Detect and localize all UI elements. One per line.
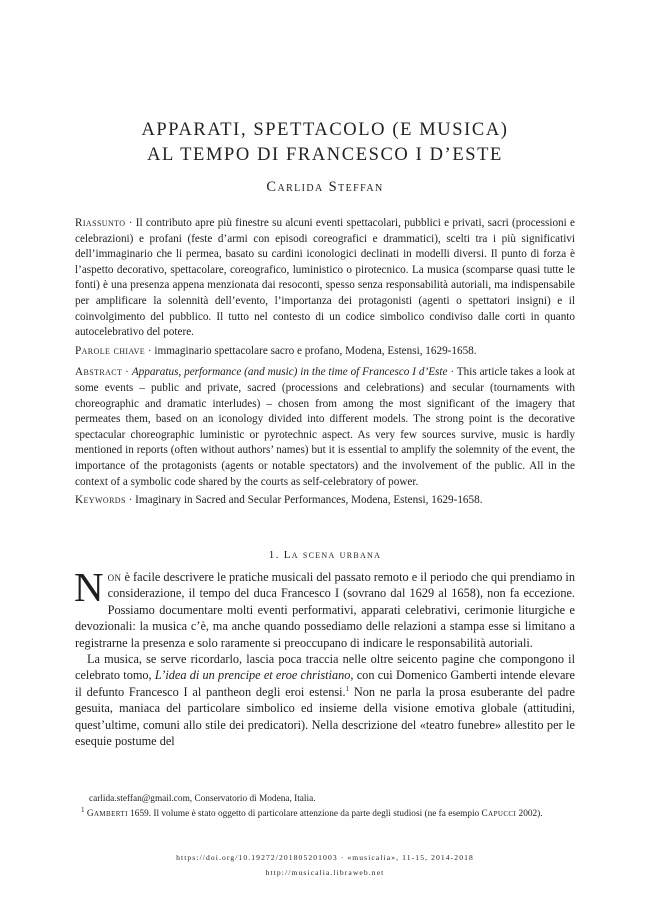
keywords-separator: · <box>125 494 136 507</box>
footnote-1-text-end: 2002). <box>516 809 543 819</box>
footnote-1-author: Gamberti <box>86 809 128 819</box>
abstract-label: Abstract <box>75 366 123 379</box>
keywords-paragraph <box>75 493 575 509</box>
parole-chiave-separator: · <box>145 344 155 357</box>
drop-cap: N <box>74 564 104 610</box>
riassunto-separator: · <box>125 217 136 229</box>
footer-url-line[interactable]: http://musicalia.libraweb.net <box>265 868 385 877</box>
footnote-1 <box>75 805 575 821</box>
riassunto-text: Il contributo apre più finestre su alcuni eventi spettacolari, pubblici e privati, sacri (processioni e celebrazioni) e profani (feste d’armi con episodi coreografici e drammatici), scelti tra i più significativi dell’immaginario che li permea, basato su cardini iconologici declinati in modelli diversi. Il punto di forza è l’aspetto decorativo, spettacolare, coreografico, luministico o pirotecnico. La musica (scomparse quasi tutte le fonti) è una presenza appena menzionata dai resoconti, spesso senza responsabilità autoriali, ma indispensabile per amplificare la solennità dell’evento, l’importanza dei protagonisti (agenti o spettatori insigni) e il coinvolgimento del pubblico. Il tutto nel contesto di un codice simbolico condiviso dalle corti in quanto autocelebrativo del potere. <box>75 217 575 339</box>
article-header <box>0 118 650 196</box>
article-title-line-1: APPARATI, SPETTACOLO (E MUSICA) <box>141 120 509 140</box>
riassunto-paragraph <box>75 216 575 341</box>
abstract-title: Apparatus, performance (and music) in the time of Francesco I d’Este <box>131 366 448 379</box>
opening-small-caps: on <box>107 570 122 584</box>
paragraph-2-text-a: La musica, se serve ricordarlo, lascia poca traccia nelle oltre seicento pagine che compongono il celebrato tomo, <box>75 652 575 683</box>
footnotes <box>75 793 575 821</box>
abstract-paragraph <box>75 365 575 490</box>
footnote-1-author-2: Capucci <box>481 809 517 819</box>
article-title-line-2: AL TEMPO DI FRANCESCO I D’ESTE <box>147 145 503 165</box>
parole-chiave-paragraph <box>75 344 575 360</box>
paragraph-2-text-c: Non ne parla la prosa esuberante del padre gesuita, maniaca del particolare simbolico ed insieme della visione emotiva globale (attitudini, quest’ultime, comuni allo stile dei predicatori). Nella descrizione del «teatro funebre» allestito per le esequie postume del <box>75 684 575 749</box>
paragraph-1-text: è facile descrivere le pratiche musicali del passato remoto e il periodo che qui prendiamo in considerazione, il tempo del duca Francesco I (sovrano dal 1629 al 1658), non fa eccezione. Possiamo documentare molti eventi performativi, apparati celebrativi, cerimonie liturgiche e devozionali: la musica c’è, ma anche quando possediamo delle relazioni a stampa esse si limitano a registrarne la presenza e solo raramente si preoccupano di indicare le responsabilità autoriali. <box>75 570 575 650</box>
body-paragraph-2 <box>75 651 575 749</box>
footer-doi-line[interactable]: https://doi.org/10.19272/201805201003 · «musicalia», 11-15, 2014-2018 <box>176 853 474 862</box>
keywords-text: Imaginary in Sacred and Secular Performances, Modena, Estensi, 1629-1658. <box>135 494 483 507</box>
author-affiliation-note: carlida.steffan@gmail.com, Conservatorio di Modena, Italia. <box>89 794 316 804</box>
abstract-separator-2: · <box>447 366 457 379</box>
body-text <box>74 564 575 749</box>
parole-chiave-label: Parole chiave <box>75 344 146 357</box>
riassunto-label: Riassunto <box>75 217 126 229</box>
body-paragraph-1 <box>74 564 575 651</box>
abstract-section <box>75 216 575 509</box>
section-heading: 1. La scena urbana <box>268 549 382 561</box>
book-title-italic: L’idea di un prencipe et eroe christiano, <box>154 668 354 683</box>
keywords-label: Keywords <box>75 494 126 507</box>
paragraph-2-text-b: con cui Domenico Gamberti intende elevare il defunto Francesco I al pantheon degli eroi estensi. <box>75 668 575 699</box>
parole-chiave-text: immaginario spettacolare sacro e profano, Modena, Estensi, 1629-1658. <box>154 344 477 357</box>
footnote-1-text: 1659. Il volume è stato oggetto di particolare attenzione da parte degli studiosi (ne fa esempio <box>127 809 482 819</box>
footnote-1-mark: 1 <box>81 805 85 814</box>
article-author: Carlida Steffan <box>266 179 384 195</box>
abstract-separator: · <box>122 366 132 379</box>
footnote-ref-1[interactable]: 1 <box>345 684 350 693</box>
abstract-text: This article takes a look at some events – public and private, sacred (processions and celebrations) and secular (tournaments with choreographic and dramatic interludes) – chosen from among the most significant of the imagery that permeates them, based on an iconology divided into different models. The strong point is the decorative spectacular choreographic luministic or pyrotechnic aspect. As very few sources survive, music is hardly mentioned in reports (often without authors’ names) but it is essential to amplify the solemnity of the event, the importance of the protagonists (agents or notable spectators) and the involvement of the public. All in the context of a symbolic code shared by the courts as self-celebratory of power. <box>75 366 575 488</box>
